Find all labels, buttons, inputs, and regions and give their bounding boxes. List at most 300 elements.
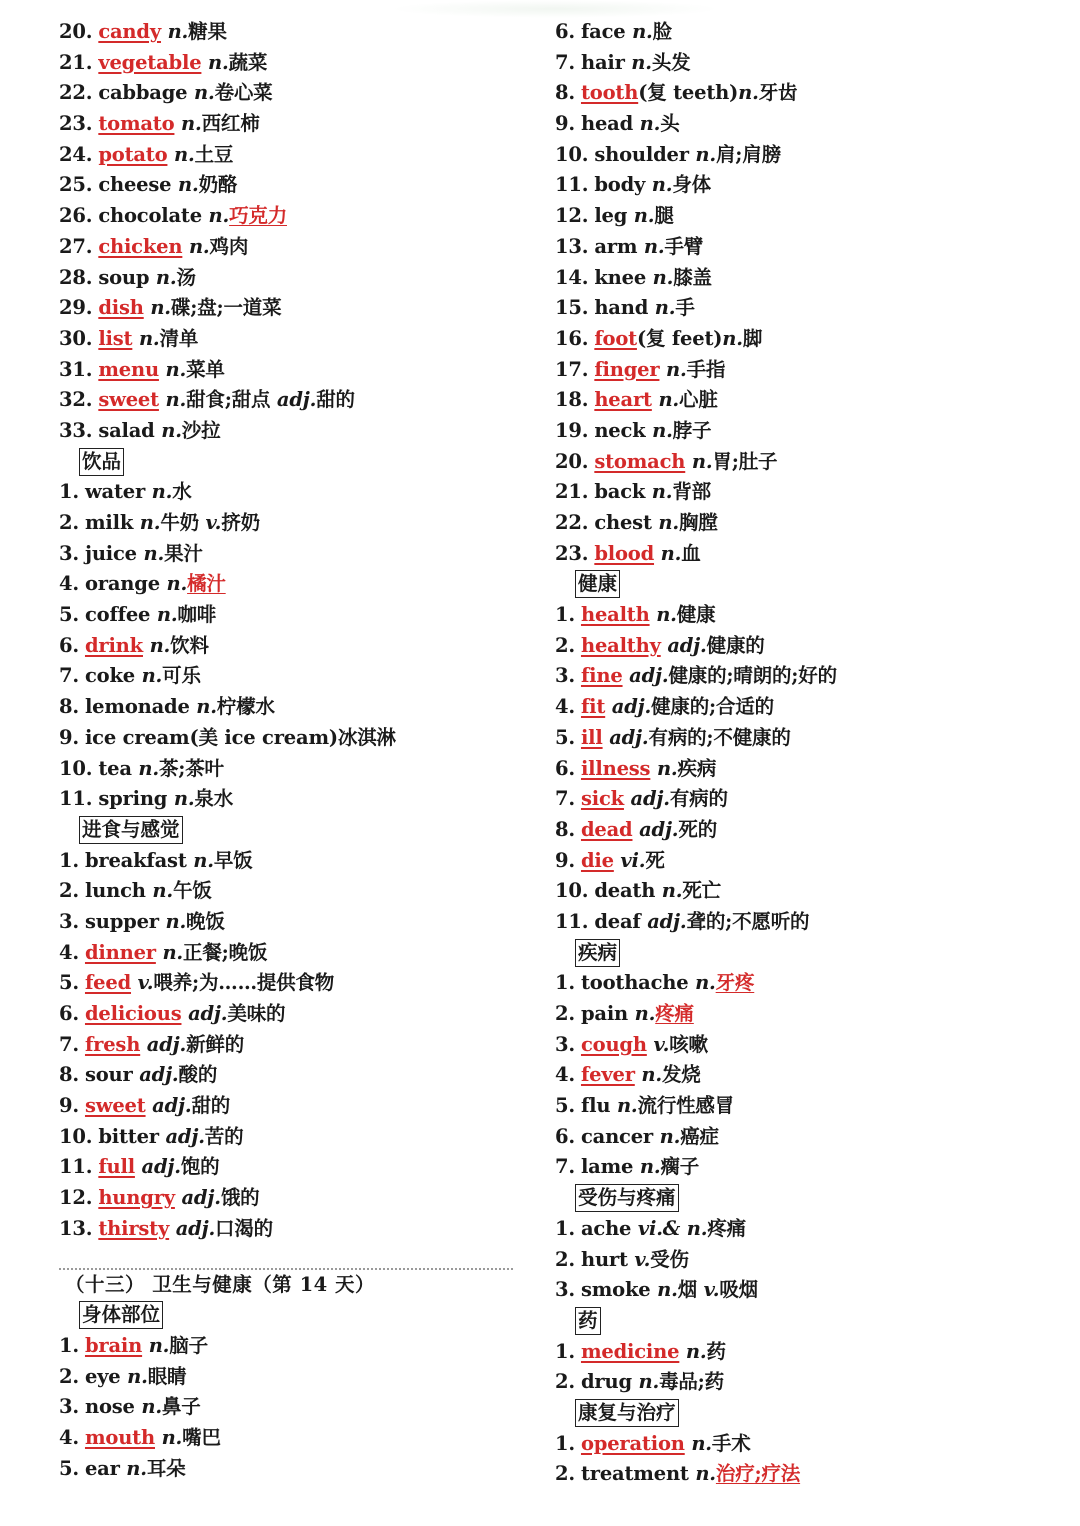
entry-part-of-speech-2: adj. <box>276 388 317 412</box>
entry-part-of-speech: n. <box>177 173 199 197</box>
entry-part-of-speech: n. <box>654 296 676 320</box>
entry-keyword: die <box>580 848 614 872</box>
entry-word: chocolate <box>98 204 202 228</box>
vocab-entry <box>59 1392 519 1423</box>
entry-number: 1. <box>555 603 575 627</box>
entry-keyword: full <box>98 1155 135 1179</box>
vocab-entry <box>555 1122 1035 1153</box>
entry-number: 7. <box>555 787 575 811</box>
entry-keyword: heart <box>594 388 652 412</box>
entry-part-of-speech: n. <box>651 480 673 504</box>
entry-number: 3. <box>555 664 575 688</box>
entry-number: 26. <box>59 204 93 228</box>
entry-keyword: potato <box>98 142 168 166</box>
entry-word: flu <box>580 1094 611 1118</box>
entry-number: 12. <box>59 1186 93 1210</box>
entry-word: cheese <box>98 173 172 197</box>
entry-word: death <box>594 879 656 903</box>
entry-word: face <box>580 20 626 43</box>
entry-definition-highlight: 疼痛 <box>655 1002 694 1025</box>
left-bottom-list <box>59 1300 519 1484</box>
subheading-row <box>59 815 519 846</box>
entry-number: 2. <box>59 1364 79 1388</box>
entry-definition: 有病的;不健康的 <box>648 725 791 749</box>
subheading-row <box>59 1300 519 1331</box>
entry-definition: 鼻子 <box>161 1395 201 1419</box>
entry-definition: 脸 <box>652 20 672 43</box>
entry-part-of-speech: n. <box>165 357 187 381</box>
entry-definition: 脚 <box>742 326 763 350</box>
entry-number: 7. <box>59 1032 79 1056</box>
vocab-entry <box>555 692 1035 723</box>
entry-part-of-speech: n. <box>139 511 161 534</box>
entry-number: 22. <box>555 511 589 534</box>
entry-number: 30. <box>59 326 93 350</box>
entry-part-of-speech: vi.& n. <box>637 1216 708 1240</box>
entry-part-of-speech-2: v. <box>205 511 222 534</box>
entry-number: 1. <box>555 1339 575 1363</box>
entry-definition-highlight: 治疗;疗法 <box>715 1462 801 1486</box>
entry-number: 10. <box>555 879 589 903</box>
entry-word: ache <box>580 1216 632 1240</box>
entry-definition: 手臂 <box>664 234 704 258</box>
entry-part-of-speech: n. <box>208 50 229 74</box>
entry-part-of-speech: adj. <box>165 1124 205 1148</box>
entry-number: 13. <box>555 234 589 258</box>
left-list <box>59 17 519 1245</box>
entry-number: 2. <box>59 879 79 903</box>
vocab-entry <box>555 1275 1035 1306</box>
vocab-entry <box>59 78 519 109</box>
vocab-entry <box>555 447 1035 478</box>
vocab-entry <box>59 692 519 723</box>
vocab-entry <box>59 1423 519 1454</box>
vocab-entry <box>555 293 1035 324</box>
vocab-entry <box>59 201 519 232</box>
entry-keyword: sweet <box>84 1094 146 1118</box>
entry-keyword: tooth <box>580 81 639 105</box>
entry-part-of-speech: n. <box>161 1425 183 1449</box>
vocab-entry <box>59 1214 519 1245</box>
vocab-entry <box>555 78 1035 109</box>
vocab-entry <box>555 631 1035 662</box>
vocab-entry <box>59 1122 519 1153</box>
entry-definition: 午饭 <box>172 879 212 903</box>
entry-word: spring <box>98 787 168 811</box>
entry-part-of-speech: n. <box>631 50 652 74</box>
entry-definition: 水 <box>172 480 192 504</box>
vocab-entry <box>555 754 1035 785</box>
entry-keyword: menu <box>98 357 159 381</box>
entry-part-of-speech: n. <box>196 695 217 719</box>
entry-definition: 死 <box>645 848 665 872</box>
section-divider <box>59 1268 513 1270</box>
entry-part-of-speech: n. <box>658 388 680 412</box>
entry-number: 16. <box>555 326 589 350</box>
entry-number: 23. <box>555 541 589 565</box>
entry-number: 2. <box>555 1462 575 1486</box>
entry-number: 9. <box>59 1094 79 1118</box>
entry-part-of-speech: adj. <box>639 817 679 841</box>
entry-keyword: list <box>98 326 133 350</box>
entry-part-of-speech: n. <box>695 971 716 995</box>
entry-part-of-speech: adj. <box>152 1094 192 1118</box>
entry-word: neck <box>594 418 646 442</box>
entry-part-of-speech: n. <box>651 173 673 197</box>
entry-keyword: chicken <box>98 234 183 258</box>
entry-definition: 脑子 <box>169 1333 208 1357</box>
entry-number: 14. <box>555 265 589 289</box>
entry-keyword: fresh <box>84 1032 141 1056</box>
entry-word: bitter <box>98 1124 159 1148</box>
entry-word: sour <box>84 1063 133 1087</box>
entry-number: 5. <box>555 1094 575 1118</box>
vocab-entry <box>59 293 519 324</box>
vocab-entry <box>59 968 519 999</box>
entry-number: 6. <box>555 1124 575 1148</box>
entry-number: 29. <box>59 296 93 320</box>
entry-number: 20. <box>59 20 93 43</box>
entry-number: 13. <box>59 1216 93 1240</box>
entry-definition: 咖啡 <box>177 603 217 627</box>
entry-part-of-speech: n. <box>188 234 210 258</box>
entry-part-of-speech: adj. <box>647 909 687 933</box>
vocab-entry <box>59 846 519 877</box>
entry-definition-highlight: 橘汁 <box>187 572 226 596</box>
entry-part-of-speech: n. <box>639 1155 661 1179</box>
vocab-entry <box>555 1337 1035 1368</box>
entry-word: hand <box>594 296 649 320</box>
entry-definition: 健康 <box>676 603 716 627</box>
entry-part-of-speech: n. <box>633 204 655 228</box>
entry-keyword: operation <box>580 1431 685 1455</box>
entry-keyword: sweet <box>98 388 159 412</box>
vocab-entry <box>555 1214 1035 1245</box>
vocab-entry <box>555 477 1035 508</box>
entry-part-of-speech: n. <box>652 265 674 289</box>
vocab-entry <box>555 1459 1035 1490</box>
vocab-entry <box>59 569 519 600</box>
entry-word: drug <box>580 1370 632 1394</box>
entry-number: 31. <box>59 357 93 381</box>
entry-definition: 卷心菜 <box>214 81 273 105</box>
vocab-entry <box>555 201 1035 232</box>
entry-definition-highlight: 牙疼 <box>715 971 755 995</box>
entry-definition: 身体 <box>672 173 711 197</box>
entry-number: 1. <box>555 1216 575 1240</box>
entry-keyword: tomato <box>98 112 175 136</box>
entry-word: smoke <box>580 1278 651 1302</box>
vocab-entry <box>555 385 1035 416</box>
entry-part-of-speech: n. <box>173 787 195 811</box>
entry-definition: 腿 <box>654 204 674 228</box>
entry-part-of-speech: n. <box>165 388 187 412</box>
entry-keyword: hungry <box>98 1186 175 1210</box>
entry-word: hurt <box>580 1247 628 1271</box>
entry-word: cancer <box>580 1124 654 1148</box>
vocab-entry <box>555 1245 1035 1276</box>
entry-keyword: ill <box>580 725 603 749</box>
entry-part-of-speech: v. <box>653 1032 670 1056</box>
entry-definition-2: 吸烟 <box>719 1278 758 1302</box>
entry-word: ice cream(美 ice cream)冰淇淋 <box>84 725 396 749</box>
entry-definition: 眼睛 <box>147 1364 187 1388</box>
entry-number: 28. <box>59 265 93 289</box>
entry-part-of-speech: n. <box>141 1395 162 1419</box>
entry-number: 2. <box>555 1247 575 1271</box>
entry-number: 7. <box>555 1155 575 1179</box>
entry-part-of-speech: n. <box>722 326 743 350</box>
entry-plural-note: (复 teeth) <box>638 81 739 105</box>
subheading-row <box>555 1306 1035 1337</box>
vocab-entry <box>555 232 1035 263</box>
section-title: （十三） 卫生与健康（第 14 天） <box>65 1272 376 1296</box>
entry-definition: 菜单 <box>186 357 225 381</box>
subheading-row <box>555 1183 1035 1214</box>
entry-part-of-speech: n. <box>156 603 178 627</box>
entry-word: head <box>580 112 634 136</box>
entry-part-of-speech: adj. <box>667 633 707 657</box>
vocab-entry <box>59 876 519 907</box>
entry-definition: 受伤 <box>650 1247 689 1271</box>
entry-word: lunch <box>84 879 146 903</box>
entry-word: coffee <box>84 603 151 627</box>
entry-definition: 饮料 <box>170 633 209 657</box>
vocab-entry <box>555 1152 1035 1183</box>
vocab-entry <box>555 1429 1035 1460</box>
entry-number: 1. <box>59 848 79 872</box>
entry-definition: 药 <box>706 1339 726 1363</box>
entry-definition: 脖子 <box>672 418 712 442</box>
entry-part-of-speech: n. <box>162 940 184 964</box>
entry-word: ear <box>84 1456 120 1480</box>
entry-definition: 饿的 <box>220 1186 260 1210</box>
entry-number: 9. <box>555 112 575 136</box>
entry-word: eye <box>84 1364 121 1388</box>
section-spacer <box>59 1245 519 1270</box>
vocab-entry <box>59 938 519 969</box>
entry-definition: 沙拉 <box>181 418 221 442</box>
entry-part-of-speech: n. <box>141 664 163 688</box>
vocab-entry <box>555 508 1035 539</box>
vocab-entry <box>59 784 519 815</box>
vocab-entry <box>59 1362 519 1393</box>
entry-number: 5. <box>59 971 79 995</box>
entry-part-of-speech: n. <box>657 1278 678 1302</box>
entry-number: 9. <box>59 725 79 749</box>
entry-definition: 糖果 <box>188 20 227 43</box>
vocab-entry <box>59 754 519 785</box>
entry-part-of-speech: n. <box>161 418 182 442</box>
entry-number: 24. <box>59 142 93 166</box>
vocab-entry <box>59 1454 519 1485</box>
entry-word: toothache <box>580 971 689 995</box>
subheading-label: 受伤与疼痛 <box>575 1184 679 1212</box>
entry-number: 6. <box>555 20 575 43</box>
entry-part-of-speech: n. <box>691 449 713 473</box>
entry-number: 17. <box>555 357 589 381</box>
vocab-entry <box>59 1091 519 1122</box>
vocab-entry <box>59 539 519 570</box>
entry-number: 21. <box>555 480 589 504</box>
entry-part-of-speech: v. <box>137 971 154 995</box>
entry-word: cabbage <box>98 81 188 105</box>
subheading-label: 药 <box>575 1307 601 1335</box>
entry-part-of-speech: n. <box>691 1431 712 1455</box>
entry-part-of-speech: n. <box>151 480 173 504</box>
vocab-entry <box>59 263 519 294</box>
entry-part-of-speech: n. <box>152 879 173 903</box>
entry-number: 6. <box>59 633 79 657</box>
subheading-label: 康复与治疗 <box>575 1399 679 1427</box>
entry-keyword: dead <box>580 817 633 841</box>
vocab-entry <box>555 968 1035 999</box>
entry-number: 8. <box>59 695 79 719</box>
vocab-entry <box>555 109 1035 140</box>
entry-number: 1. <box>555 1431 575 1455</box>
entry-number: 18. <box>555 388 589 412</box>
entry-part-of-speech: n. <box>638 1370 660 1394</box>
entry-definition: 西红柿 <box>201 112 260 136</box>
entry-part-of-speech: n. <box>138 756 159 780</box>
entry-number: 2. <box>59 511 79 534</box>
vocab-entry <box>59 508 519 539</box>
vocab-entry <box>59 999 519 1030</box>
entry-definition: 毒品;药 <box>659 1370 724 1394</box>
entry-definition: 手指 <box>686 357 726 381</box>
entry-number: 1. <box>59 1333 79 1357</box>
entry-keyword: illness <box>580 756 651 780</box>
entry-number: 3. <box>59 541 79 565</box>
entry-number: 9. <box>555 848 575 872</box>
entry-definition: 美味的 <box>227 1002 286 1025</box>
entry-word: coke <box>84 664 135 688</box>
subheading-label: 疾病 <box>575 939 620 967</box>
entry-number: 6. <box>59 1002 79 1025</box>
vocab-entry <box>59 17 519 48</box>
vocab-entry <box>555 907 1035 938</box>
entry-definition: 甜食;甜点 <box>186 388 277 412</box>
entry-definition: 胃;肚子 <box>712 449 778 473</box>
entry-keyword: fit <box>580 695 606 719</box>
entry-keyword: foot <box>594 326 637 350</box>
entry-part-of-speech: n. <box>656 603 677 627</box>
entry-definition: 鸡肉 <box>209 234 249 258</box>
entry-keyword: finger <box>594 357 660 381</box>
entry-definition: 死亡 <box>682 879 721 903</box>
entry-part-of-speech: adj. <box>139 1063 179 1087</box>
entry-definition: 疾病 <box>677 756 717 780</box>
vocab-entry <box>59 477 519 508</box>
entry-definition: 泉水 <box>194 787 234 811</box>
entry-number: 15. <box>555 296 589 320</box>
entry-keyword: healthy <box>580 633 661 657</box>
entry-number: 7. <box>59 664 79 688</box>
entry-part-of-speech: adj. <box>141 1155 181 1179</box>
entry-word: soup <box>98 265 150 289</box>
entry-definition: 奶酪 <box>198 173 238 197</box>
entry-part-of-speech: n. <box>181 112 202 136</box>
entry-number: 4. <box>59 572 79 596</box>
entry-definition: 发烧 <box>661 1063 701 1087</box>
entry-number: 4. <box>59 1425 79 1449</box>
entry-part-of-speech: n. <box>658 511 679 534</box>
entry-number: 10. <box>555 142 589 166</box>
entry-number: 25. <box>59 173 93 197</box>
entry-number: 11. <box>555 909 589 933</box>
entry-keyword: fine <box>580 664 623 688</box>
entry-part-of-speech: n. <box>148 1333 170 1357</box>
vocab-entry <box>555 48 1035 79</box>
entry-number: 1. <box>555 971 575 995</box>
entry-definition-2: 挤奶 <box>221 511 260 534</box>
entry-part-of-speech: n. <box>685 1339 707 1363</box>
entry-definition: 健康的;晴朗的;好的 <box>668 664 837 688</box>
vocab-entry <box>555 999 1035 1030</box>
entry-part-of-speech: n. <box>661 879 683 903</box>
entry-definition: 碟;盘;一道菜 <box>170 296 282 320</box>
entry-number: 3. <box>59 1395 79 1419</box>
entry-definition: 果汁 <box>164 541 203 565</box>
entry-definition: 耳朵 <box>146 1456 186 1480</box>
entry-number: 27. <box>59 234 93 258</box>
entry-part-of-speech: n. <box>208 204 230 228</box>
entry-keyword: brain <box>84 1333 143 1357</box>
entry-definition: 胸膛 <box>678 511 718 534</box>
entry-definition: 流行性感冒 <box>637 1094 735 1118</box>
entry-part-of-speech: adj. <box>146 1032 187 1056</box>
entry-definition: 甜的 <box>191 1094 231 1118</box>
vocab-entry <box>59 600 519 631</box>
entry-definition-2: 甜的 <box>316 388 355 412</box>
vocab-entry <box>555 1367 1035 1398</box>
entry-word: chest <box>594 511 652 534</box>
entry-word: shoulder <box>594 142 689 166</box>
entry-number: 2. <box>555 633 575 657</box>
entry-part-of-speech: n. <box>639 112 661 136</box>
entry-definition: 牛奶 <box>160 511 206 534</box>
entry-part-of-speech: vi. <box>620 848 646 872</box>
entry-word: milk <box>84 511 134 534</box>
vocab-entry <box>555 1060 1035 1091</box>
vocab-entry <box>555 846 1035 877</box>
entry-number: 7. <box>555 50 575 74</box>
entry-part-of-speech: n. <box>193 848 214 872</box>
top-fade <box>390 0 720 18</box>
entry-word: leg <box>594 204 628 228</box>
entry-word: treatment <box>580 1462 689 1486</box>
entry-number: 11. <box>59 1155 93 1179</box>
entry-definition: 喂养;为……提供食物 <box>153 971 335 995</box>
entry-number: 5. <box>59 1456 79 1480</box>
vocab-entry <box>59 109 519 140</box>
entry-definition: 嘴巴 <box>182 1425 221 1449</box>
entry-number: 11. <box>59 787 93 811</box>
entry-word: orange <box>84 572 160 596</box>
entry-definition: 土豆 <box>194 142 234 166</box>
entry-part-of-speech: v. <box>634 1247 651 1271</box>
entry-keyword: cough <box>580 1032 647 1056</box>
entry-definition: 清单 <box>159 326 199 350</box>
vocab-entry <box>555 324 1035 355</box>
entry-definition: 酸的 <box>178 1063 218 1087</box>
entry-word: knee <box>594 265 647 289</box>
entry-part-of-speech: adj. <box>175 1216 216 1240</box>
entry-definition: 苦的 <box>204 1124 244 1148</box>
entry-part-of-speech: n. <box>660 541 682 565</box>
entry-keyword: drink <box>84 633 143 657</box>
entry-part-of-speech: n. <box>659 1124 681 1148</box>
